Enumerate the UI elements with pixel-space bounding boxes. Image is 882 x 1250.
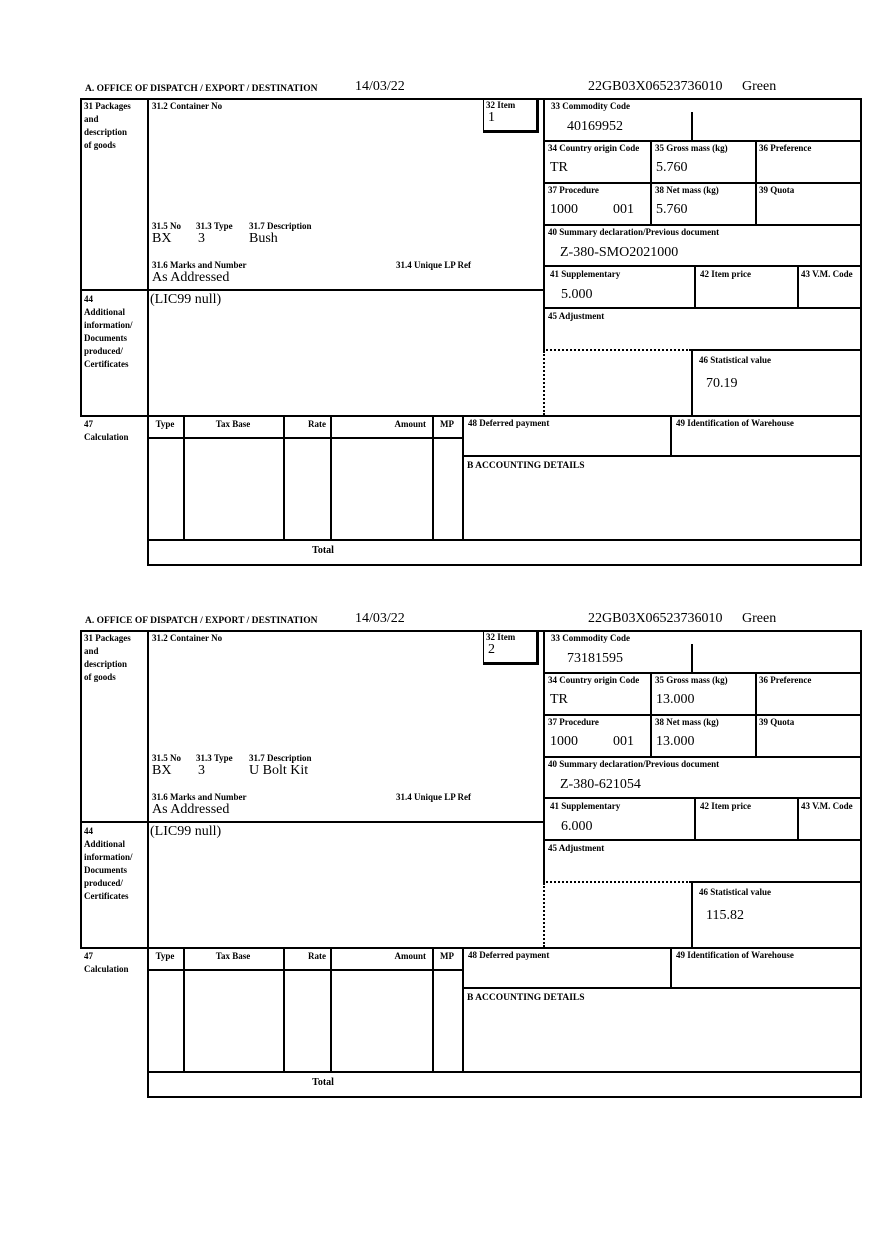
net-mass-label: 38 Net mass (kg) — [655, 717, 719, 727]
item-price-label: 42 Item price — [700, 269, 751, 279]
warehouse-label: 49 Identification of Warehouse — [676, 950, 794, 960]
commodity-code-divider — [691, 644, 693, 672]
divider — [147, 289, 545, 291]
divider — [147, 1096, 862, 1098]
declaration-item-section — [0, 0, 882, 570]
previous-document-label: 40 Summary declaration/Previous document — [548, 759, 720, 769]
package-no-label: 31.5 No — [152, 753, 181, 763]
previous-document: Z-380-SMO2021000 — [560, 245, 679, 260]
additional-information: (LIC99 null) — [150, 824, 222, 839]
box-47-label: 47 Calculation — [84, 951, 129, 974]
divider — [432, 417, 434, 541]
procedure-label: 37 Procedure — [548, 185, 599, 195]
movement-reference: 22GB03X06523736010 — [588, 611, 723, 626]
divider — [80, 415, 862, 417]
divider — [432, 949, 434, 1073]
total-label: Total — [312, 545, 334, 556]
lp-ref-label: 31.4 Unique LP Ref — [396, 260, 472, 270]
divider — [80, 98, 82, 417]
commodity-code-divider — [691, 112, 693, 140]
package-no: BX — [152, 763, 172, 778]
divider — [80, 630, 82, 949]
divider — [670, 415, 672, 455]
divider — [80, 947, 862, 949]
vm-code-label: 43 V.M. Code — [801, 801, 853, 811]
goods-description: Bush — [249, 231, 278, 246]
supplementary-units: 6.000 — [561, 819, 593, 834]
container-no-label: 31.2 Container No — [152, 633, 223, 643]
calc-header-tax-base: Tax Base — [215, 951, 251, 961]
divider — [691, 881, 693, 949]
procedure-ext-code: 001 — [613, 734, 634, 749]
divider — [147, 969, 464, 971]
gross-mass: 5.760 — [656, 160, 688, 175]
box-31-label: 31 Packages and description of goods — [84, 633, 131, 682]
divider — [543, 140, 862, 142]
marks-and-number: As Addressed — [152, 802, 230, 817]
net-mass-label: 38 Net mass (kg) — [655, 185, 719, 195]
box-44-label: 44 Additional information/ Documents produced/ Certificates — [84, 826, 133, 901]
item-price-label: 42 Item price — [700, 801, 751, 811]
previous-document-label: 40 Summary declaration/Previous document — [548, 227, 720, 237]
box-47-label: 47 Calculation — [84, 419, 129, 442]
divider — [691, 881, 862, 883]
commodity-code-label: 33 Commodity Code — [551, 633, 630, 643]
commodity-code-label: 33 Commodity Code — [551, 101, 630, 111]
statistical-value: 115.82 — [706, 908, 744, 923]
preference-label: 36 Preference — [759, 675, 812, 685]
calc-header-rate: Rate — [308, 951, 326, 961]
divider — [283, 949, 285, 1073]
divider — [462, 947, 464, 1073]
divider — [462, 987, 862, 989]
divider — [183, 949, 185, 1073]
gross-mass-label: 35 Gross mass (kg) — [655, 675, 728, 685]
lp-ref-label: 31.4 Unique LP Ref — [396, 792, 472, 802]
package-type: 3 — [198, 231, 205, 246]
divider — [797, 797, 799, 841]
vm-code-label: 43 V.M. Code — [801, 269, 853, 279]
divider — [147, 821, 545, 823]
net-mass: 5.760 — [656, 202, 688, 217]
quota-label: 39 Quota — [759, 185, 795, 195]
statistical-value-label: 46 Statistical value — [699, 355, 771, 365]
dispatch-date: 14/03/22 — [355, 79, 405, 94]
divider — [860, 630, 862, 1098]
calc-header-type: Type — [155, 419, 175, 429]
divider — [330, 417, 332, 541]
statistical-value-label: 46 Statistical value — [699, 887, 771, 897]
divider — [80, 98, 862, 100]
divider — [543, 714, 862, 716]
commodity-code: 73181595 — [567, 651, 623, 666]
package-type-label: 31.3 Type — [196, 221, 233, 231]
box-31-label: 31 Packages and description of goods — [84, 101, 131, 150]
quota-label: 39 Quota — [759, 717, 795, 727]
divider — [80, 630, 862, 632]
divider — [80, 289, 149, 291]
dotted-divider — [543, 351, 545, 415]
procedure-code: 1000 — [550, 734, 578, 749]
goods-description: U Bolt Kit — [249, 763, 309, 778]
goods-description-label: 31.7 Description — [249, 753, 312, 763]
divider — [543, 797, 862, 799]
preference-label: 36 Preference — [759, 143, 812, 153]
office-of-dispatch-label: A. OFFICE OF DISPATCH / EXPORT / DESTINATION — [85, 616, 318, 626]
routing-status: Green — [742, 79, 777, 94]
box-44-label: 44 Additional information/ Documents produced/ Certificates — [84, 294, 133, 369]
divider — [860, 98, 862, 566]
adjustment-label: 45 Adjustment — [548, 311, 605, 321]
divider — [543, 224, 862, 226]
dotted-divider — [543, 881, 691, 883]
dotted-divider — [543, 349, 691, 351]
supplementary-label: 41 Supplementary — [550, 269, 621, 279]
divider — [691, 349, 862, 351]
gross-mass: 13.000 — [656, 692, 695, 707]
divider — [462, 415, 464, 541]
net-mass: 13.000 — [656, 734, 695, 749]
marks-label: 31.6 Marks and Number — [152, 792, 247, 802]
statistical-value: 70.19 — [706, 376, 738, 391]
marks-label: 31.6 Marks and Number — [152, 260, 247, 270]
calc-header-mp: MP — [440, 951, 454, 961]
declaration-item-section — [0, 532, 882, 1102]
calc-header-rate: Rate — [308, 419, 326, 429]
calc-header-tax-base: Tax Base — [215, 419, 251, 429]
country-origin: TR — [550, 692, 568, 707]
divider — [797, 265, 799, 309]
item-label: 32 Item — [486, 100, 516, 110]
commodity-code: 40169952 — [567, 119, 623, 134]
divider — [543, 672, 862, 674]
dotted-divider — [543, 883, 545, 947]
dispatch-date: 14/03/22 — [355, 611, 405, 626]
gross-mass-label: 35 Gross mass (kg) — [655, 143, 728, 153]
divider — [462, 455, 862, 457]
marks-and-number: As Addressed — [152, 270, 230, 285]
divider — [183, 417, 185, 541]
package-no: BX — [152, 231, 172, 246]
calc-header-mp: MP — [440, 419, 454, 429]
calc-header-type: Type — [155, 951, 175, 961]
previous-document: Z-380-621054 — [560, 777, 641, 792]
additional-information: (LIC99 null) — [150, 292, 222, 307]
divider — [543, 307, 862, 309]
divider — [330, 949, 332, 1073]
divider — [543, 839, 862, 841]
deferred-payment-label: 48 Deferred payment — [468, 418, 550, 428]
divider — [543, 756, 862, 758]
divider — [283, 417, 285, 541]
divider — [147, 98, 149, 566]
item-number: 2 — [488, 642, 495, 657]
calc-header-amount: Amount — [394, 951, 426, 961]
divider — [147, 1071, 862, 1073]
divider — [694, 265, 696, 309]
supplementary-label: 41 Supplementary — [550, 801, 621, 811]
adjustment-label: 45 Adjustment — [548, 843, 605, 853]
country-origin-label: 34 Country origin Code — [548, 143, 640, 153]
supplementary-units: 5.000 — [561, 287, 593, 302]
container-no-label: 31.2 Container No — [152, 101, 223, 111]
accounting-details-label: B ACCOUNTING DETAILS — [467, 993, 585, 1003]
deferred-payment-label: 48 Deferred payment — [468, 950, 550, 960]
office-of-dispatch-label: A. OFFICE OF DISPATCH / EXPORT / DESTINATION — [85, 84, 318, 94]
country-origin: TR — [550, 160, 568, 175]
procedure-code: 1000 — [550, 202, 578, 217]
divider — [670, 947, 672, 987]
procedure-ext-code: 001 — [613, 202, 634, 217]
country-origin-label: 34 Country origin Code — [548, 675, 640, 685]
accounting-details-label: B ACCOUNTING DETAILS — [467, 461, 585, 471]
package-type-label: 31.3 Type — [196, 753, 233, 763]
calc-header-amount: Amount — [394, 419, 426, 429]
divider — [147, 630, 149, 1098]
package-no-label: 31.5 No — [152, 221, 181, 231]
item-label: 32 Item — [486, 632, 516, 642]
divider — [694, 797, 696, 841]
package-type: 3 — [198, 763, 205, 778]
divider — [543, 265, 862, 267]
divider — [80, 821, 149, 823]
routing-status: Green — [742, 611, 777, 626]
movement-reference: 22GB03X06523736010 — [588, 79, 723, 94]
total-label: Total — [312, 1077, 334, 1088]
warehouse-label: 49 Identification of Warehouse — [676, 418, 794, 428]
divider — [147, 437, 464, 439]
goods-description-label: 31.7 Description — [249, 221, 312, 231]
item-number: 1 — [488, 110, 495, 125]
divider — [691, 349, 693, 417]
divider — [543, 182, 862, 184]
procedure-label: 37 Procedure — [548, 717, 599, 727]
